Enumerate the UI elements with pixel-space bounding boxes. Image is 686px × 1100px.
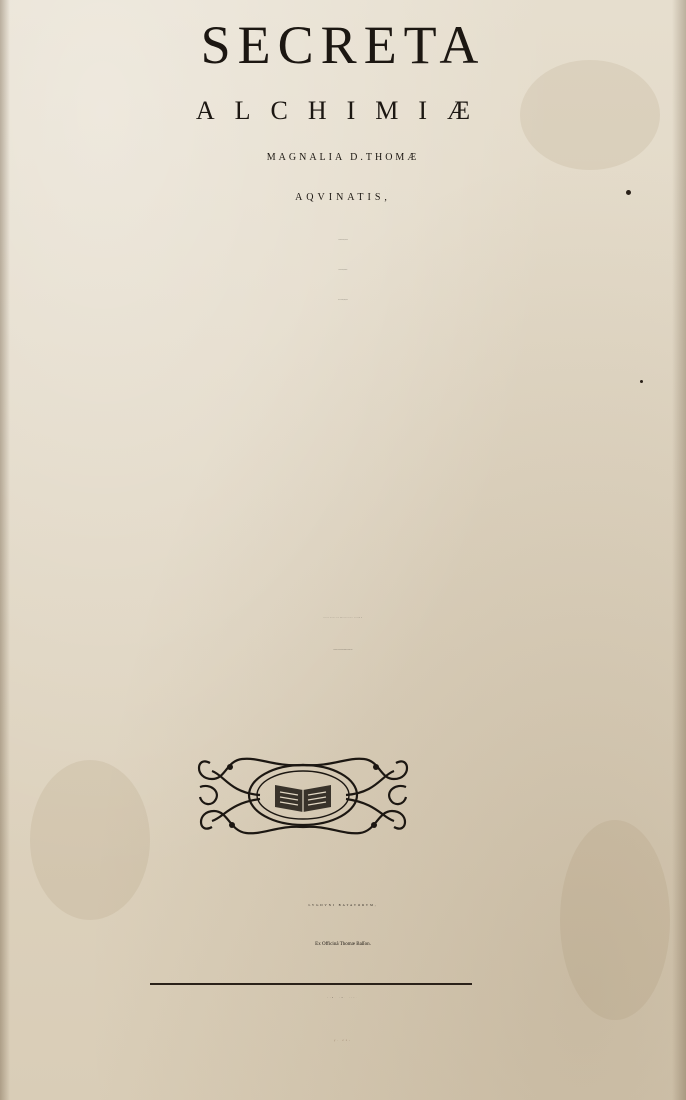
opera-line: Opera DANIELIS BROVCHVISII artium & (323, 618, 363, 619)
imprint-rule (150, 983, 472, 985)
title-aquinatis: AQVINATIS, (295, 192, 391, 203)
ink-speck (640, 380, 643, 383)
printers-mark-book-emblem-icon (190, 745, 416, 845)
imprint-city: LVGDVNI BATAVORVM, (308, 903, 378, 907)
title-magnalia: MAGNALIA D.THOMÆ (266, 152, 420, 163)
title-alchimiae: ALCHIMIÆ (195, 96, 491, 125)
paper-stain (560, 820, 670, 1020)
imprint-office: Ex Officinâ Thomæ Baſſon. (315, 942, 371, 947)
body-line (0, 300, 686, 301)
imprint-year: cIↃ. IↃ. IIC. (327, 998, 359, 999)
body-line (0, 270, 686, 271)
opera-line: Medicinę Doctoris nunc primùm in lucem edita. (333, 650, 353, 651)
page-edge-left (0, 0, 10, 1100)
paper-stain (30, 760, 150, 920)
page-edge-right (672, 0, 686, 1100)
body-line (0, 240, 686, 241)
handwritten-note: f. 11: (334, 1040, 352, 1042)
title-secreta: SECRETA (200, 15, 486, 75)
